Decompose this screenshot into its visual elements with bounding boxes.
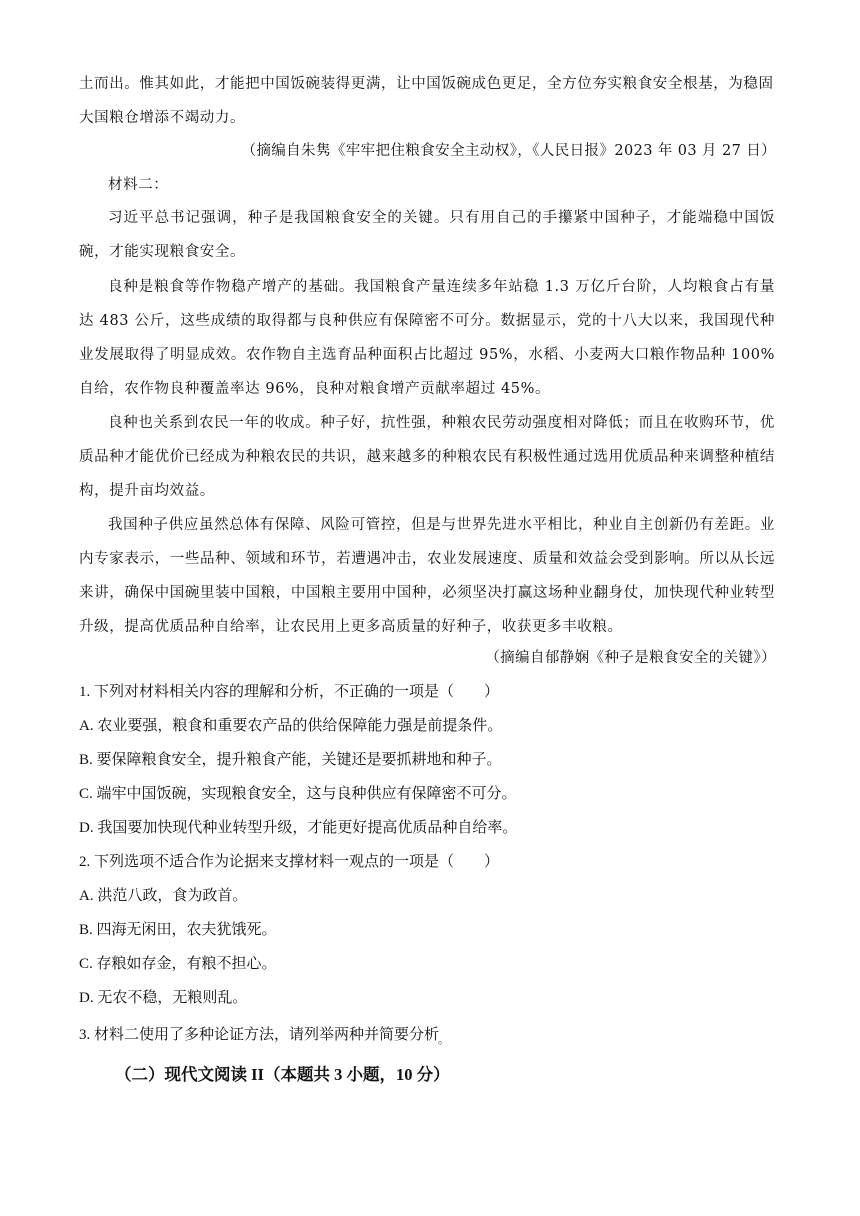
question-1-option-c: C. 端牢中国饭碗，实现粮食安全，这与良种供应有保障密不可分。 — [79, 786, 517, 802]
question-3-end-mark: 。 — [438, 1033, 449, 1046]
question-1-option-b: B. 要保障粮食安全，提升粮食产能，关键还是要抓耕地和种子。 — [79, 752, 502, 768]
source-citation-1: （摘编自朱隽《牢牢把住粮食安全主动权》，《人民日报》2023 年 03 月 27 日） — [241, 143, 776, 159]
material-2-paragraph-1: 习近平总书记强调，种子是我国粮食安全的关键。只有用自己的手攥紧中国种子，才能端稳中国饭碗，才能实现粮食安全。 — [79, 210, 775, 260]
intro-continuation-line-2: 大国粮仓增添不竭动力。 — [79, 110, 246, 126]
question-3-stem: 3. 材料二使用了多种论证方法，请列举两种并简要分析 — [79, 1027, 440, 1043]
question-1-option-a: A. 农业要强，粮食和重要农产品的供给保障能力强是前提条件。 — [79, 718, 503, 734]
material-2-paragraph-3: 良种也关系到农民一年的收成。种子好，抗性强，种粮农民劳动强度相对降低；而且在收购环节，优质品种才能优价已经成为种粮农民的共识，越来越多的种粮农民有积极性通过选用优质品种来调整种植结构，提升亩均效益。 — [79, 415, 775, 499]
question-2-option-b: B. 四海无闲田，农夫犹饿死。 — [79, 922, 277, 938]
question-2-option-a: A. 洪范八政，食为政首。 — [79, 888, 248, 904]
intro-continuation-line-1: 土而出。惟其如此，才能把中国饭碗装得更满，让中国饭碗成色更足，全方位夯实粮食安全根基，为稳固 — [79, 76, 774, 92]
material-2-label: 材料二： — [108, 177, 169, 193]
question-1-stem: 1. 下列对材料相关内容的理解和分析，不正确的一项是（ ） — [79, 684, 500, 700]
question-1-option-d: D. 我国要加快现代种业转型升级，才能更好提高优质品种自给率。 — [79, 820, 518, 836]
section-2-title: （二）现代文阅读 II（本题共 3 小题，10 分） — [115, 1065, 450, 1084]
question-2-option-d: D. 无农不稳，无粮则乱。 — [79, 990, 248, 1006]
question-2-stem: 2. 下列选项不适合作为论据来支撑材料一观点的一项是（ ） — [79, 854, 500, 870]
material-2-paragraph-2: 良种是粮食等作物稳产增产的基础。我国粮食产量连续多年站稳 1.3 万亿斤台阶，人均粮食占有量达 483 公斤，这些成绩的取得都与良种供应有保障密不可分。数据显示，党的十八大以来，我国现代种业发展取得了明显成效。农作物自主选育品种面积占比超过 95%，水稻、小麦两大口粮作物品种 100%自给，农作物良种覆盖率达 96%，良种对粮食增产贡献率超过 45%。 — [79, 279, 775, 397]
source-citation-2: （摘编自郁静娴《种子是粮食安全的关键》） — [485, 650, 776, 666]
material-2-paragraph-4: 我国种子供应虽然总体有保障、风险可管控，但是与世界先进水平相比，种业自主创新仍有差距。业内专家表示，一些品种、领域和环节，若遭遇冲击，农业发展速度、质量和效益会受到影响。所以从长远来讲，确保中国碗里装中国粮，中国粮主要用中国种，必须坚决打赢这场种业翻身仗，加快现代种业转型升级，提高优质品种自给率，让农民用上更多高质量的好种子，收获更多丰收粮。 — [79, 517, 775, 635]
question-2-option-c: C. 存粮如存金，有粮不担心。 — [79, 956, 277, 972]
